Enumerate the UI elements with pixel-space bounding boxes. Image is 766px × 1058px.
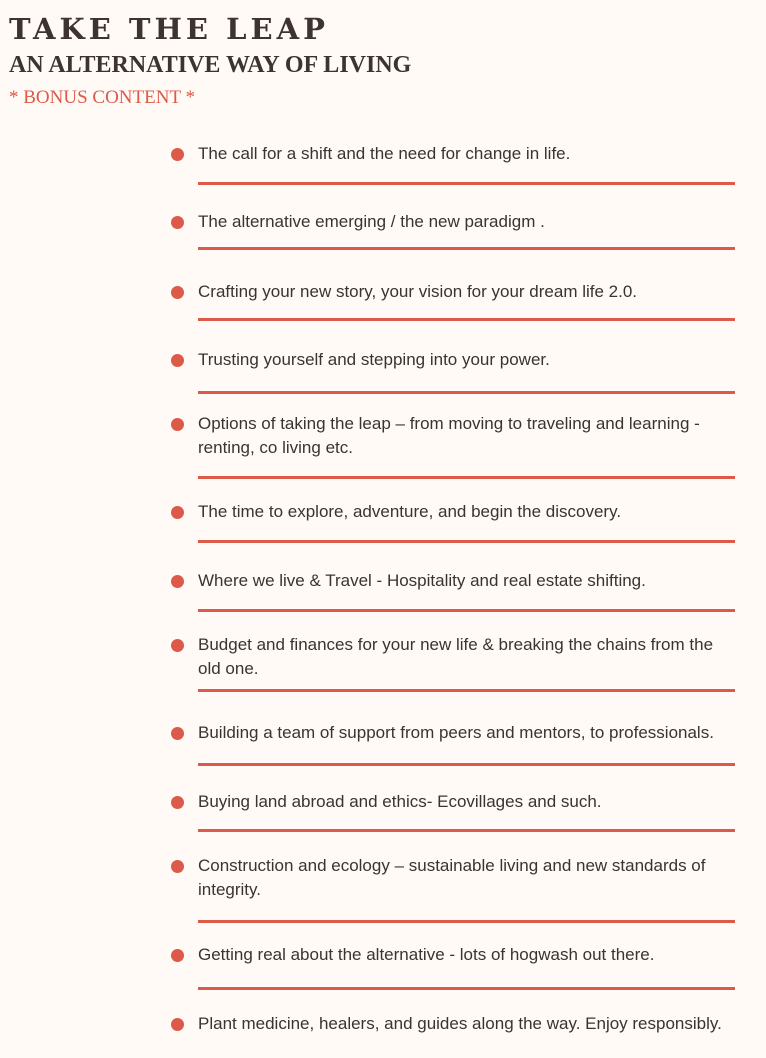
list-item	[198, 569, 736, 593]
bullet-icon	[171, 575, 184, 588]
bonus-label: * BONUS CONTENT *	[9, 87, 195, 108]
bullet-icon	[171, 860, 184, 873]
divider	[198, 318, 735, 321]
list-item-text: Construction and ecology – sustainable living and new standards of integrity.	[198, 856, 706, 899]
bullet-icon	[171, 148, 184, 161]
bullet-icon	[171, 506, 184, 519]
divider	[198, 247, 735, 250]
list-item	[198, 280, 736, 304]
bullet-icon	[171, 354, 184, 367]
list-item	[198, 854, 736, 902]
list-item-text: The call for a shift and the need for change in life.	[198, 144, 571, 163]
list-item-text: Options of taking the leap – from moving to traveling and learning - renting, co living etc.	[198, 414, 700, 457]
divider	[198, 987, 735, 990]
page-subtitle: AN ALTERNATIVE WAY OF LIVING	[9, 52, 412, 78]
list-item	[198, 210, 736, 234]
bullet-icon	[171, 286, 184, 299]
list-item-text: The alternative emerging / the new paradigm .	[198, 212, 545, 231]
list-item-text: Budget and finances for your new life & breaking the chains from the old one.	[198, 635, 714, 678]
bullet-icon	[171, 1018, 184, 1031]
list-item	[198, 721, 736, 745]
list-item-text: Building a team of support from peers and mentors, to professionals.	[198, 723, 714, 742]
divider	[198, 476, 735, 479]
bullet-icon	[171, 796, 184, 809]
list-item	[198, 412, 736, 460]
page-title: TAKE THE LEAP	[9, 12, 329, 46]
divider	[198, 763, 735, 766]
list-item-text: The time to explore, adventure, and begin the discovery.	[198, 502, 622, 521]
list-item-text: Where we live & Travel - Hospitality and real estate shifting.	[198, 571, 646, 590]
list-item-text: Plant medicine, healers, and guides along the way. Enjoy responsibly.	[198, 1014, 722, 1033]
divider	[198, 829, 735, 832]
list-item	[198, 790, 736, 814]
list-item-text: Crafting your new story, your vision for your dream life 2.0.	[198, 282, 638, 301]
bullet-icon	[171, 727, 184, 740]
bullet-icon	[171, 216, 184, 229]
list-item	[198, 1012, 736, 1036]
list-item	[198, 943, 736, 967]
bullet-icon	[171, 418, 184, 431]
list-item	[198, 633, 736, 681]
list-item-text: Getting real about the alternative - lots of hogwash out there.	[198, 945, 655, 964]
bullet-icon	[171, 639, 184, 652]
divider	[198, 920, 735, 923]
list-item	[198, 500, 736, 524]
divider	[198, 391, 735, 394]
list-item	[198, 348, 736, 372]
bullet-icon	[171, 949, 184, 962]
list-item	[198, 142, 736, 166]
divider	[198, 182, 735, 185]
divider	[198, 609, 735, 612]
list-item-text: Buying land abroad and ethics- Ecovillages and such.	[198, 792, 602, 811]
divider	[198, 540, 735, 543]
divider	[198, 689, 735, 692]
list-item-text: Trusting yourself and stepping into your power.	[198, 350, 550, 369]
